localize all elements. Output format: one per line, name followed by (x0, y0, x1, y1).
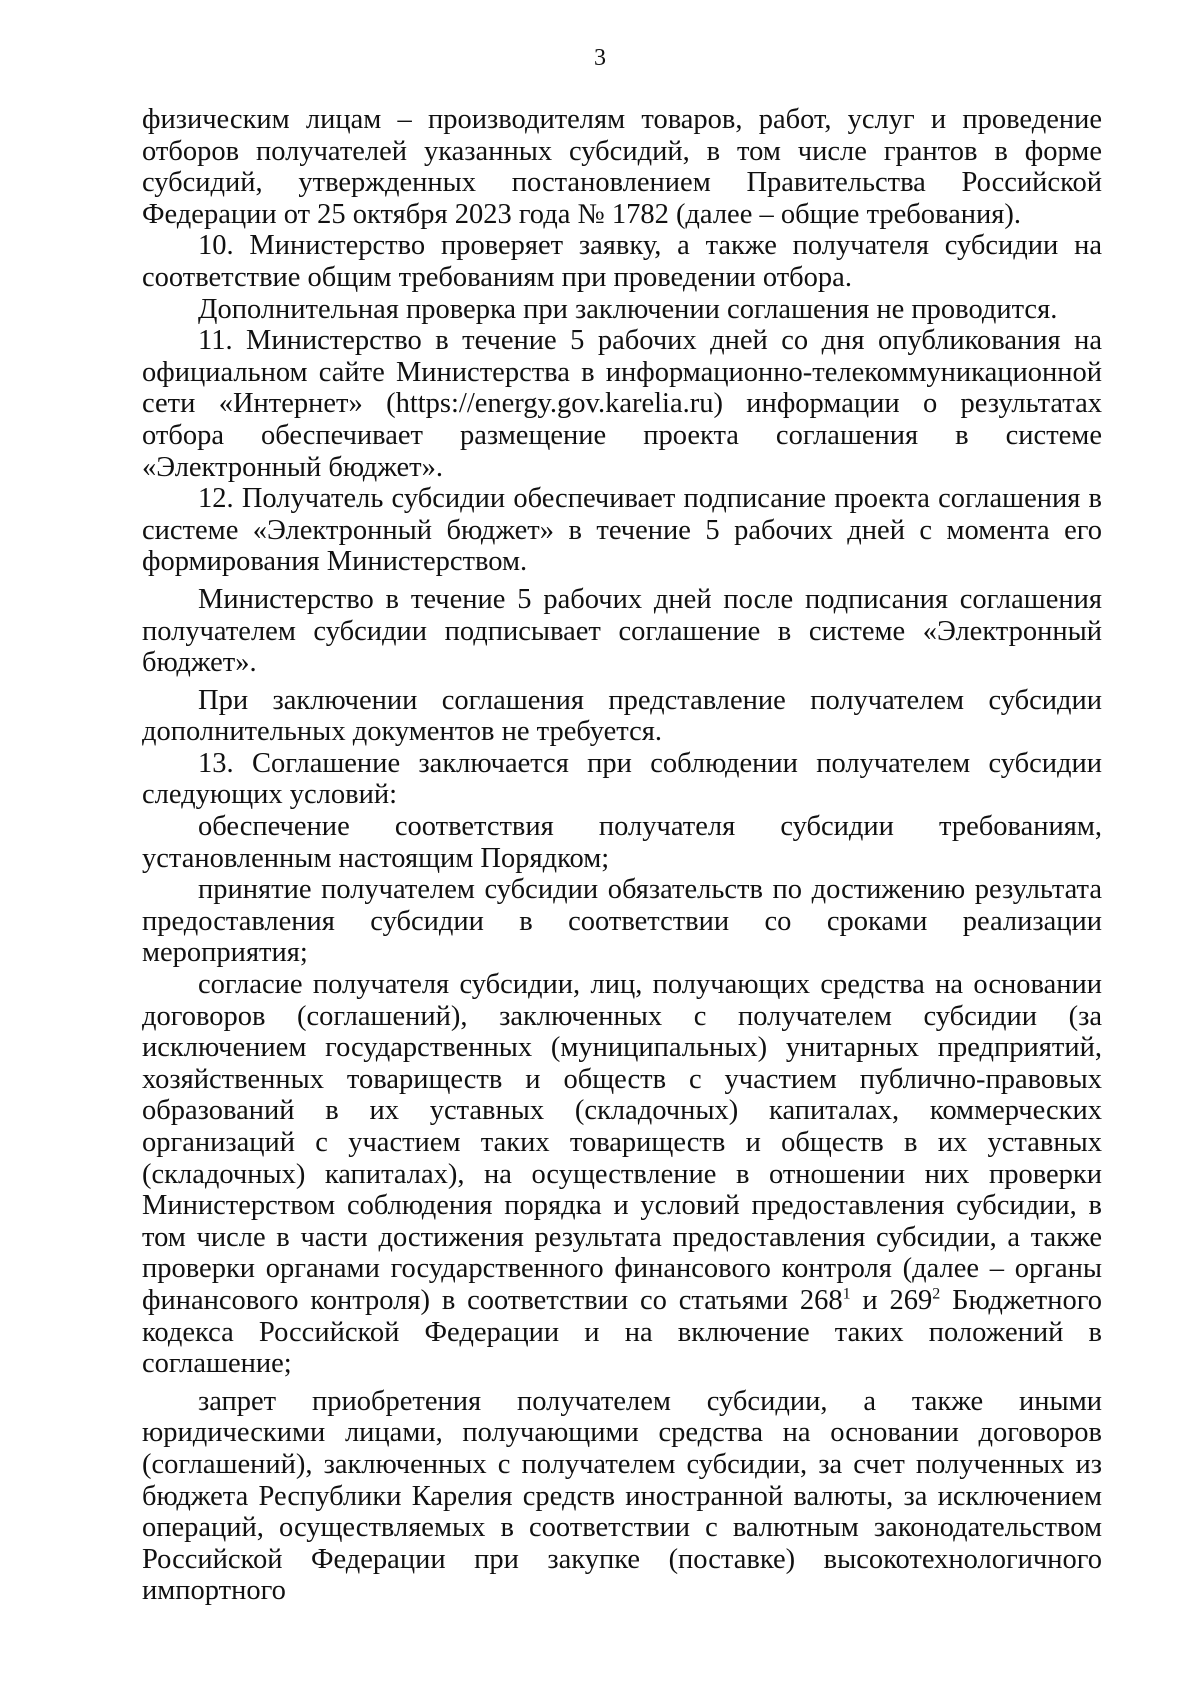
paragraph-condition-currency-ban: запрет приобретения получателем субсидии, а также иными юридическими лицами, получающими средства на основании договоров (соглашений), заключенных с получателем субсидии, за счет полученных из бюджета Республики Карелия средств иностранной валюты, за исключением операций, осуществляемых в соответствии с валютным законодательством Российской Федерации при закупке (поставке) высокотехнологичного импортного (142, 1385, 1102, 1607)
page-number: 3 (594, 45, 606, 71)
consent-text-end: Бюджетного кодекса Российской Федерации и на включение таких положений в соглашение; (142, 1284, 1102, 1380)
paragraph-item-13: 13. Соглашение заключается при соблюдении получателем субсидии следующих условий: (142, 747, 1102, 811)
paragraph-condition-obligations: принятие получателем субсидии обязательств по достижению результата предоставления субсидии в соответствии со сроками реализации мероприятия; (142, 874, 1102, 969)
superscript-1: 1 (842, 1285, 851, 1303)
paragraph-condition-compliance: обеспечение соответствия получателя субсидии требованиям, установленным настоящим Порядком; (142, 811, 1102, 874)
paragraph-continuation: физическим лицам – производителям товаров, работ, услуг и проведение отборов получателей указанных субсидий, в том числе грантов в форме субсидий, утвержденных постановлением Правительства Российской Федерации от 25 октября 2023 года № 1782 (далее – общие требования). (142, 104, 1102, 230)
paragraph-no-additional-documents: При заключении соглашения представление получателем субсидии дополнительных документов не требуется. (142, 684, 1102, 748)
paragraph-item-11: 11. Министерство в течение 5 рабочих дней со дня опубликования на официальном сайте Министерства в информационно-телекоммуникационной сети «Интернет» (https://energy.gov.karelia.ru) информации о результатах отбора обеспечивает размещение проекта соглашения в системе «Электронный бюджет». (142, 325, 1102, 483)
consent-text-middle: и 269 (850, 1284, 933, 1316)
consent-text-start: согласие получателя субсидии, лиц, получающих средства на основании договоров (соглашений), заключенных с получателем субсидии (за исключением государственных (муниципальных) унитарных предприятий, хозяйственных товариществ и обществ с участием публично-правовых образований в их уставных (складочных) капиталах, коммерческих организаций с участием таких товариществ и обществ в их уставных (складочных) капиталах), на осуществление в отношении них проверки Министерством соблюдения порядка и условий предоставления субсидии, в том числе в части достижения результата предоставления субсидии, а также проверки органами государственного финансового контроля (далее – органы финансового контроля) в соответствии со статьями 268 (142, 969, 1102, 1316)
paragraph-item-12: 12. Получатель субсидии обеспечивает подписание проекта соглашения в системе «Электронный бюджет» в течение 5 рабочих дней с момента его формирования Министерством. (142, 483, 1102, 578)
document-body (142, 104, 1102, 1607)
paragraph-condition-consent (142, 969, 1102, 1380)
superscript-2: 2 (932, 1285, 941, 1303)
paragraph-item-10: 10. Министерство проверяет заявку, а также получателя субсидии на соответствие общим требованиям при проведении отбора. (142, 230, 1102, 293)
paragraph-additional-check: Дополнительная проверка при заключении соглашения не проводится. (198, 293, 1058, 325)
paragraph-ministry-signs: Министерство в течение 5 рабочих дней после подписания соглашения получателем субсидии подписывает соглашение в системе «Электронный бюджет». (142, 583, 1102, 679)
